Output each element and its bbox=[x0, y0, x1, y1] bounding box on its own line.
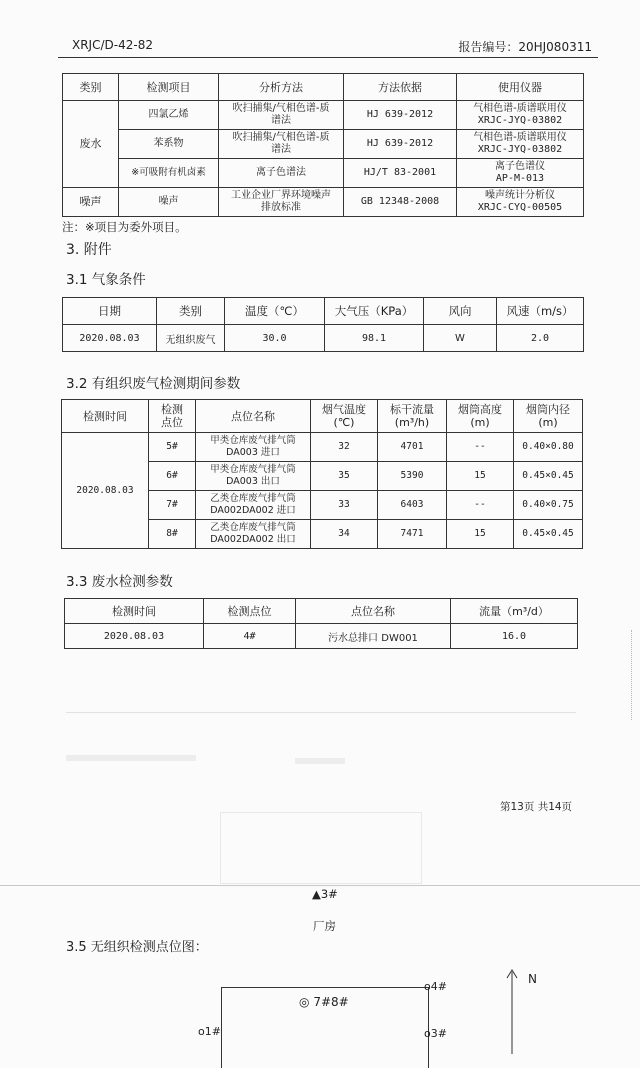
instrument-cell: 气相色谱-质谱联用仪 XRJC-JYQ-03802 bbox=[457, 101, 584, 130]
instrument-cell: 噪声统计分析仪 XRJC-CYQ-00505 bbox=[457, 188, 584, 217]
basis-cell: GB 12348-2008 bbox=[344, 188, 457, 217]
basis-cell: HJ/T 83-2001 bbox=[344, 159, 457, 188]
page-break bbox=[0, 885, 640, 886]
flow-cell: 7471 bbox=[378, 520, 447, 549]
col-header: 烟筒高度 (m) bbox=[447, 400, 514, 433]
diameter-cell: 0.40×0.75 bbox=[514, 491, 583, 520]
wind-speed-cell: 2.0 bbox=[497, 325, 584, 352]
flow-cell: 5390 bbox=[378, 462, 447, 491]
page-number: 第13页 共14页 bbox=[500, 801, 573, 813]
height-cell: 15 bbox=[447, 462, 514, 491]
temp-cell: 34 bbox=[311, 520, 378, 549]
col-header: 标干流量 (m³/h) bbox=[378, 400, 447, 433]
col-header: 检测点位 bbox=[204, 599, 296, 624]
col-header: 大气压（KPa） bbox=[325, 298, 424, 325]
col-header: 使用仪器 bbox=[457, 74, 584, 101]
item-cell: ※可吸附有机卤素 bbox=[119, 159, 219, 188]
org-gas-table bbox=[61, 399, 583, 549]
temperature-cell: 30.0 bbox=[225, 325, 325, 352]
col-header: 日期 bbox=[63, 298, 157, 325]
basis-cell: HJ 639-2012 bbox=[344, 130, 457, 159]
height-cell: 15 bbox=[447, 520, 514, 549]
point-cell: 6# bbox=[149, 462, 196, 491]
table-row bbox=[65, 624, 578, 649]
point-name-cell: 甲类仓库废气排气筒 DA003 进口 bbox=[196, 433, 311, 462]
monitor-point-4: o4# bbox=[424, 980, 447, 993]
weather-title: 3.1 气象条件 bbox=[66, 272, 146, 288]
col-header: 检测时间 bbox=[62, 400, 149, 433]
diameter-cell: 0.40×0.80 bbox=[514, 433, 583, 462]
method-cell: 工业企业厂界环境噪声 排放标准 bbox=[219, 188, 344, 217]
col-header: 点位名称 bbox=[196, 400, 311, 433]
col-header: 风速（m/s） bbox=[497, 298, 584, 325]
item-cell: 四氯乙烯 bbox=[119, 101, 219, 130]
date-cell: 2020.08.03 bbox=[65, 624, 204, 649]
point-name-cell: 乙类仓库废气排气筒 DA002DA002 出口 bbox=[196, 520, 311, 549]
date-cell: 2020.08.03 bbox=[62, 433, 149, 549]
col-header: 温度（℃） bbox=[225, 298, 325, 325]
table-row bbox=[63, 188, 584, 217]
table-row bbox=[63, 101, 584, 130]
col-header: 流量（m³/d） bbox=[451, 599, 578, 624]
col-header: 检测 点位 bbox=[149, 400, 196, 433]
monitor-point-3: o3# bbox=[424, 1027, 447, 1040]
method-cell: 吹扫捕集/气相色谱-质 谱法 bbox=[219, 130, 344, 159]
col-header: 烟筒内径 (m) bbox=[514, 400, 583, 433]
point-cell: 5# bbox=[149, 433, 196, 462]
point-name-cell: 甲类仓库废气排气筒 DA003 出口 bbox=[196, 462, 311, 491]
show-through-artifact bbox=[66, 755, 196, 761]
unorganized-map-title: 3.5 无组织检测点位图： bbox=[66, 940, 208, 955]
point-marker-icon: o bbox=[424, 980, 431, 993]
method-cell: 离子色谱法 bbox=[219, 159, 344, 188]
col-header: 点位名称 bbox=[296, 599, 451, 624]
wastewater-header-row bbox=[65, 599, 578, 624]
flow-cell: 16.0 bbox=[451, 624, 578, 649]
wind-direction-cell: W bbox=[424, 325, 497, 352]
point-marker-icon: o bbox=[424, 1027, 431, 1040]
show-through-artifact bbox=[295, 758, 345, 764]
flow-cell: 6403 bbox=[378, 491, 447, 520]
col-header: 检测项目 bbox=[119, 74, 219, 101]
item-cell: 噪声 bbox=[119, 188, 219, 217]
height-cell: -- bbox=[447, 491, 514, 520]
concentric-circle-icon: ◎ bbox=[299, 995, 310, 1009]
wastewater-title: 3.3 废水检测参数 bbox=[66, 574, 173, 590]
stamp-edge bbox=[631, 630, 640, 720]
table-row bbox=[63, 159, 584, 188]
pressure-cell: 98.1 bbox=[325, 325, 424, 352]
org-gas-header-row bbox=[62, 400, 583, 433]
point-cell: 8# bbox=[149, 520, 196, 549]
date-cell: 2020.08.03 bbox=[63, 325, 157, 352]
section-title: 3. 附件 bbox=[66, 242, 112, 258]
point-cell: 4# bbox=[204, 624, 296, 649]
point-marker-icon: o bbox=[198, 1025, 205, 1038]
table-row bbox=[63, 325, 584, 352]
flow-cell: 4701 bbox=[378, 433, 447, 462]
header-rule bbox=[58, 57, 598, 58]
col-header: 分析方法 bbox=[219, 74, 344, 101]
north-label: N bbox=[528, 972, 537, 986]
diameter-cell: 0.45×0.45 bbox=[514, 462, 583, 491]
category-cell: 无组织废气 bbox=[157, 325, 225, 352]
show-through-artifact bbox=[220, 812, 422, 884]
weather-header-row bbox=[63, 298, 584, 325]
outsourced-note: 注：※项目为委外项目。 bbox=[62, 220, 187, 234]
temp-cell: 32 bbox=[311, 433, 378, 462]
instrument-cell: 离子色谱仪 AP-M-013 bbox=[457, 159, 584, 188]
method-cell: 吹扫捕集/气相色谱-质 谱法 bbox=[219, 101, 344, 130]
col-header: 检测时间 bbox=[65, 599, 204, 624]
col-header: 类别 bbox=[157, 298, 225, 325]
methods-header-row bbox=[63, 74, 584, 101]
point-name-cell: 污水总排口 DW001 bbox=[296, 624, 451, 649]
item-cell: 苯系物 bbox=[119, 130, 219, 159]
category-cell: 废水 bbox=[63, 101, 119, 188]
wastewater-table bbox=[64, 598, 578, 649]
category-cell: 噪声 bbox=[63, 188, 119, 217]
table-row bbox=[62, 433, 583, 462]
weather-table bbox=[62, 297, 584, 352]
show-through-artifact bbox=[66, 712, 576, 713]
factory-label: 厂房 bbox=[313, 919, 336, 933]
col-header: 烟气温度 (℃) bbox=[311, 400, 378, 433]
monitor-point-1: o1# bbox=[198, 1025, 221, 1038]
height-cell: -- bbox=[447, 433, 514, 462]
org-gas-title: 3.2 有组织废气检测期间参数 bbox=[66, 376, 241, 392]
temp-cell: 35 bbox=[311, 462, 378, 491]
report-number: 报告编号：20HJ080311 bbox=[458, 40, 592, 54]
methods-table bbox=[62, 73, 584, 217]
col-header: 方法依据 bbox=[344, 74, 457, 101]
table-row bbox=[63, 130, 584, 159]
temp-cell: 33 bbox=[311, 491, 378, 520]
north-arrow-icon bbox=[505, 968, 519, 1054]
point-cell: 7# bbox=[149, 491, 196, 520]
basis-cell: HJ 639-2012 bbox=[344, 101, 457, 130]
instrument-cell: 气相色谱-质谱联用仪 XRJC-JYQ-03802 bbox=[457, 130, 584, 159]
point-name-cell: 乙类仓库废气排气筒 DA002DA002 进口 bbox=[196, 491, 311, 520]
col-header: 类别 bbox=[63, 74, 119, 101]
monitor-point-3-label: ▲3# bbox=[312, 887, 338, 901]
doc-code: XRJC/D-42-82 bbox=[72, 38, 153, 52]
diameter-cell: 0.45×0.45 bbox=[514, 520, 583, 549]
stack-point-7-8: ◎ 7#8# bbox=[299, 995, 349, 1009]
col-header: 风向 bbox=[424, 298, 497, 325]
